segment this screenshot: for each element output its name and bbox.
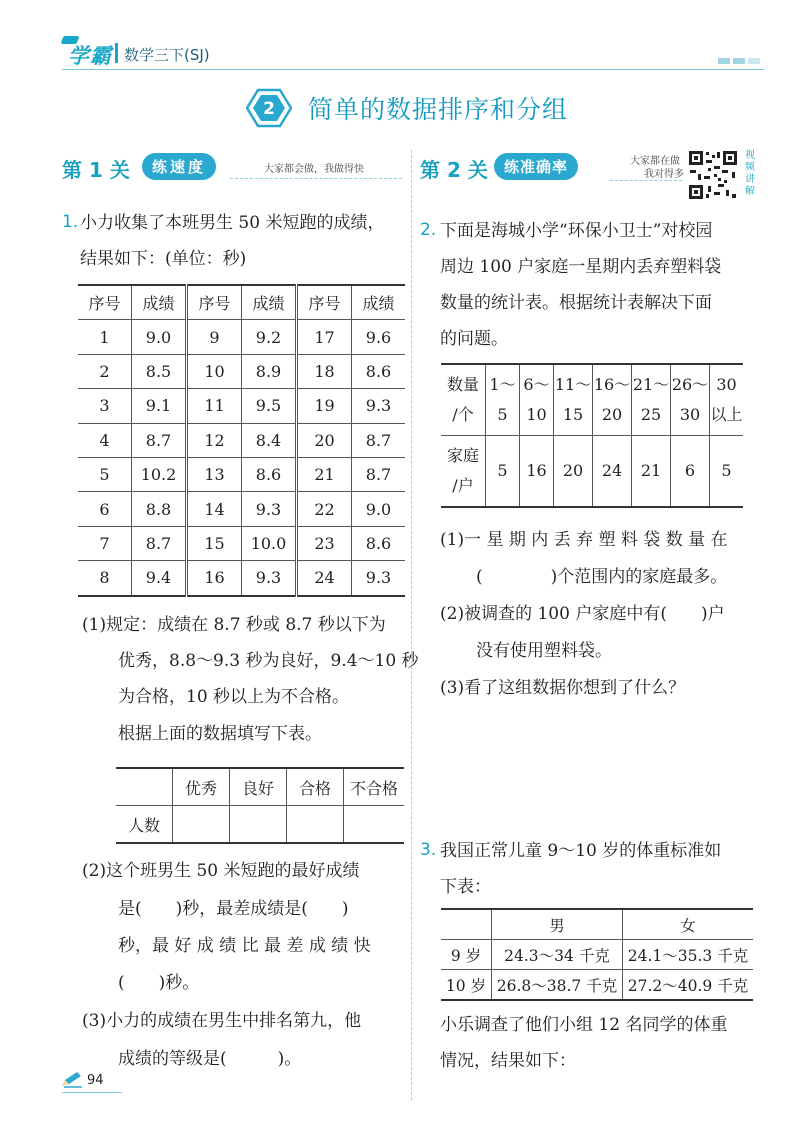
table-header-cell: 成绩 — [242, 285, 297, 320]
table-row — [78, 457, 405, 491]
level2-motto-2: 我对得多 — [644, 169, 684, 180]
table-row — [78, 354, 405, 388]
q1-sub1-line2: 优秀，8.8～9.3 秒为良好，9.4～10 秒 — [118, 651, 419, 671]
q2-sub3-line1: (3)看了这组数据你想到了什么？ — [440, 678, 686, 698]
q1-intro-1: 小力收集了本班男生 50 米短跑的成绩， — [80, 213, 385, 233]
table-cell: 7 — [78, 526, 132, 560]
range-cell: 16～ 20 — [593, 364, 632, 436]
q2-intro-3: 数量的统计表。根据统计表解决下面 — [440, 293, 712, 313]
table-row — [78, 492, 405, 526]
table-cell: 4 — [78, 423, 132, 457]
table-cell: 22 — [297, 492, 352, 526]
q1-sub2-line4: ( )秒。 — [118, 973, 200, 993]
table-cell: 17 — [297, 320, 352, 354]
answer-cell[interactable] — [230, 806, 287, 844]
table-cell: 9.0 — [132, 320, 187, 354]
q2-sub2-line1: (2)被调查的 100 户家庭中有( )户 — [440, 604, 725, 624]
household-cell: 5 — [710, 436, 744, 508]
table-cell: 9.0 — [352, 492, 406, 526]
weight-header-cell: 男 — [492, 909, 623, 940]
grade-header-cell — [116, 768, 173, 806]
q1-sub3-line1: (3)小力的成绩在男生中排名第九，他 — [82, 1011, 362, 1031]
table-header-cell: 序号 — [187, 285, 242, 320]
qr-code-icon[interactable] — [688, 150, 738, 200]
weight-cell: 24.1～35.3 千克 — [623, 940, 754, 970]
book-title: 数学三下(SJ) — [124, 46, 210, 64]
q1-number: 1. — [62, 212, 79, 232]
range-cell: 26～ 30 — [671, 364, 710, 436]
unit-title: 简单的数据排序和分组 — [308, 95, 569, 124]
level1-dash — [230, 178, 402, 179]
table-cell: 8.9 — [242, 354, 297, 388]
q3-outro-1: 小乐调查了他们小组 12 名同学的体重 — [440, 1015, 728, 1035]
table-cell: 16 — [187, 561, 242, 596]
table-cell: 23 — [297, 526, 352, 560]
q1-sub2-line3: 秒，最 好 成 绩 比 最 差 成 绩 快 — [118, 936, 371, 956]
table-row — [78, 561, 405, 596]
unit-badge — [246, 88, 292, 128]
table-row — [78, 320, 405, 354]
table-cell: 10 — [187, 354, 242, 388]
weight-header-cell: 女 — [623, 909, 754, 940]
q3-weight-table — [441, 908, 753, 1001]
table-cell: 6 — [78, 492, 132, 526]
table-cell: 8.6 — [352, 526, 406, 560]
header-rule — [62, 69, 764, 70]
page-number: 94 — [87, 1073, 104, 1088]
table-cell: 20 — [297, 423, 352, 457]
header-dot — [733, 58, 745, 64]
table-cell: 9.1 — [132, 389, 187, 423]
q1-intro-2: 结果如下：(单位：秒) — [80, 249, 247, 269]
table-cell: 9.5 — [242, 389, 297, 423]
level1-pill: 练速度 — [142, 153, 216, 180]
table-cell: 13 — [187, 457, 242, 491]
answer-cell[interactable] — [287, 806, 344, 844]
table-cell: 9.2 — [242, 320, 297, 354]
table-row — [78, 389, 405, 423]
footer-rule — [62, 1092, 122, 1093]
q2-sub2-line2: 没有使用塑料袋。 — [476, 641, 612, 661]
table-cell: 9.3 — [242, 492, 297, 526]
level2-dash — [610, 180, 682, 181]
grade-row-label: 人数 — [116, 806, 173, 844]
table-header-cell: 成绩 — [132, 285, 187, 320]
table-cell: 8.6 — [352, 354, 406, 388]
table-cell: 8.7 — [352, 457, 406, 491]
table-cell: 8.6 — [242, 457, 297, 491]
brand-name: 学霸 — [68, 44, 112, 68]
q2-row2-label: 家庭 /户 — [441, 436, 486, 508]
q1-sub2-line2: 是( )秒，最差成绩是( ) — [118, 899, 349, 919]
q2-row1-label: 数量 /个 — [441, 364, 486, 436]
weight-cell: 26.8～38.7 千克 — [492, 970, 623, 1001]
q1-sub1-line1: (1)规定：成绩在 8.7 秒或 8.7 秒以下为 — [82, 615, 386, 635]
table-cell: 8.4 — [242, 423, 297, 457]
weight-cell: 27.2～40.9 千克 — [623, 970, 754, 1001]
table-cell: 10.0 — [242, 526, 297, 560]
table-cell: 9.6 — [352, 320, 406, 354]
household-cell: 24 — [593, 436, 632, 508]
weight-cell: 10 岁 — [441, 970, 492, 1001]
table-cell: 9 — [187, 320, 242, 354]
q2-sub1-line1: (1)一 星 期 内 丢 弃 塑 料 袋 数 量 在 — [440, 530, 728, 550]
table-cell: 8.5 — [132, 354, 187, 388]
table-header-cell: 序号 — [78, 285, 132, 320]
q3-intro-1: 我国正常儿童 9～10 岁的体重标准如 — [440, 841, 722, 861]
q1-sub3-line2: 成绩的等级是( )。 — [118, 1049, 302, 1069]
table-cell: 1 — [78, 320, 132, 354]
table-cell: 9.3 — [352, 389, 406, 423]
table-cell: 5 — [78, 457, 132, 491]
household-cell: 16 — [520, 436, 554, 508]
grade-header-cell: 优秀 — [173, 768, 230, 806]
q1-score-table — [78, 284, 405, 597]
table-row — [78, 526, 405, 560]
table-row — [78, 423, 405, 457]
q2-intro-2: 周边 100 户家庭一星期内丢弃塑料袋 — [440, 257, 722, 277]
grade-header-cell: 不合格 — [344, 768, 405, 806]
table-cell: 12 — [187, 423, 242, 457]
table-cell: 14 — [187, 492, 242, 526]
brand-logo — [62, 36, 112, 68]
q2-bag-table — [441, 363, 743, 508]
range-cell: 11～ 15 — [554, 364, 593, 436]
qr-caption: 视频讲解 — [745, 150, 755, 197]
q2-intro-4: 的问题。 — [440, 329, 508, 349]
table-cell: 15 — [187, 526, 242, 560]
table-cell: 8.7 — [352, 423, 406, 457]
weight-header-cell — [441, 909, 492, 940]
weight-cell: 9 岁 — [441, 940, 492, 970]
household-cell: 6 — [671, 436, 710, 508]
range-cell: 1～ 5 — [486, 364, 520, 436]
range-cell: 30 以上 — [710, 364, 744, 436]
table-cell: 24 — [297, 561, 352, 596]
table-cell: 10.2 — [132, 457, 187, 491]
q2-number: 2. — [420, 220, 437, 240]
q1-sub1-line4: 根据上面的数据填写下表。 — [118, 724, 322, 744]
weight-cell: 24.3～34 千克 — [492, 940, 623, 970]
table-cell: 3 — [78, 389, 132, 423]
table-cell: 9.3 — [352, 561, 406, 596]
header-dot — [718, 58, 730, 64]
pencil-icon — [60, 1070, 84, 1088]
table-cell: 9.4 — [132, 561, 187, 596]
table-cell: 19 — [297, 389, 352, 423]
table-header-cell: 成绩 — [352, 285, 406, 320]
table-header-cell: 序号 — [297, 285, 352, 320]
level2-pill: 练准确率 — [494, 153, 578, 180]
range-cell: 21～ 25 — [632, 364, 671, 436]
table-cell: 2 — [78, 354, 132, 388]
q1-sub1-line3: 为合格，10 秒以上为不合格。 — [118, 687, 350, 707]
q1-grade-table — [116, 767, 404, 844]
column-divider — [411, 150, 413, 1100]
q3-number: 3. — [420, 840, 437, 860]
header-dot — [748, 58, 760, 64]
grade-header-cell: 良好 — [230, 768, 287, 806]
level1-motto: 大家都会做，我做得快 — [264, 164, 364, 175]
header-divider — [115, 43, 118, 63]
table-cell: 9.3 — [242, 561, 297, 596]
grade-header-cell: 合格 — [287, 768, 344, 806]
table-header-row — [78, 285, 405, 320]
table-cell: 8.7 — [132, 526, 187, 560]
table-cell: 11 — [187, 389, 242, 423]
q2-intro-1: 下面是海城小学“环保小卫士”对校园 — [440, 221, 713, 241]
table-cell: 8.8 — [132, 492, 187, 526]
level1-title: 第 1 关 — [62, 158, 130, 182]
household-cell: 5 — [486, 436, 520, 508]
household-cell: 21 — [632, 436, 671, 508]
unit-number: 2 — [263, 99, 275, 119]
level2-title: 第 2 关 — [420, 158, 488, 182]
answer-cell[interactable] — [173, 806, 230, 844]
answer-cell[interactable] — [344, 806, 405, 844]
level2-motto-1: 大家都在做 — [630, 156, 680, 167]
range-cell: 6～ 10 — [520, 364, 554, 436]
q3-intro-2: 下表： — [440, 877, 491, 897]
table-cell: 8.7 — [132, 423, 187, 457]
household-cell: 20 — [554, 436, 593, 508]
q3-outro-2: 情况，结果如下： — [440, 1051, 576, 1071]
q1-sub2-line1: (2)这个班男生 50 米短跑的最好成绩 — [82, 861, 360, 881]
table-cell: 8 — [78, 561, 132, 596]
table-cell: 18 — [297, 354, 352, 388]
q2-sub1-line2: ( )个范围内的家庭最多。 — [476, 567, 728, 587]
table-cell: 21 — [297, 457, 352, 491]
